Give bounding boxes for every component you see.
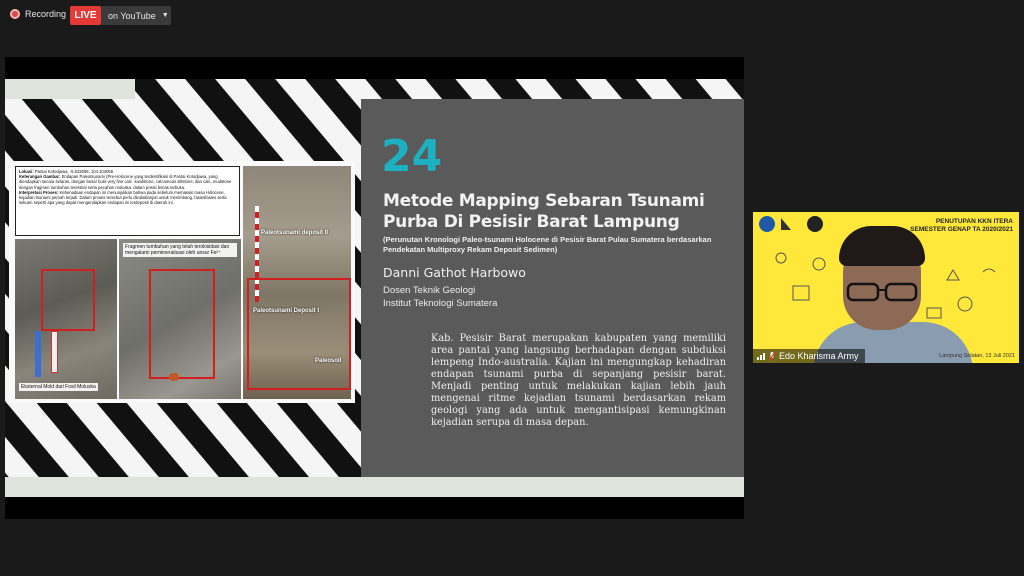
photo3-label-top: Paleotsunami deposit II bbox=[261, 230, 329, 236]
presentation-slide bbox=[5, 79, 744, 497]
participant-name: Edo Kharisma Army bbox=[779, 351, 859, 361]
fossil-mold-photo bbox=[15, 239, 117, 399]
highlight-box bbox=[149, 269, 215, 379]
slide-title: Metode Mapping Sebaran Tsunami Purba Di Pesisir Barat Lampung bbox=[383, 191, 705, 232]
pen-icon bbox=[35, 331, 41, 377]
muted-microphone-icon bbox=[769, 352, 775, 361]
caption-keterangan: Endapan Paleotsunami (Pre-Holocene yang terdentifikasi di Pantai Kotodjawa, yang diendapkan secara selaras, dengan besar butir very fine calc. sandstone, calcareous siltstone, dan calc. mudstone dengan fragmen tumbuhan terestrial serta pecahan moluska. dalam posisi lemas terbuka. bbox=[19, 174, 232, 190]
plant-fragment-photo bbox=[119, 239, 241, 399]
author-institution: Institut Teknologi Sumatera bbox=[383, 298, 498, 309]
figure-caption bbox=[15, 166, 240, 236]
oxidized-fragment bbox=[169, 373, 179, 381]
chevron-down-icon: ▼ bbox=[161, 12, 169, 19]
photo3-label-bottom: Paleosoil bbox=[315, 358, 342, 364]
participant-hair bbox=[839, 226, 925, 266]
photo1-label: Eksternal Mold dari Fosil Moluska bbox=[21, 384, 96, 390]
paleotsunami-outcrop-photo bbox=[243, 166, 351, 399]
participant-name-bar bbox=[753, 349, 865, 363]
caption-lokasi: Pantai Kotodjawa, -5.633056, 104.104055 bbox=[34, 169, 114, 174]
caption-interpretasi: Kebenadaan endapan ini menunjukkan bahwa pada sebelum memasuki masa Holocene, kejadian tsunami pernah terjadi. Dalam proses tersebut perlu diindaklanjuti untuk menimbang, fasiesfasies serta sekuen seperti apa yang dapat mengendapkan endapan ini terdeposit di daerah ini. bbox=[19, 189, 227, 206]
highlight-box bbox=[41, 269, 95, 331]
glasses-icon bbox=[846, 282, 918, 302]
caption-lokasi-label: Lokasi: bbox=[19, 169, 34, 174]
slide-description: Kab. Pesisir Barat merupakan kabupaten yang memiliki area pantai yang langsung berhadapan dengan subduksi lempeng Indo-australia. Kajian ini mengungkap kehadiran endapan tsunami purba di sepanjang pesisir barat. Menjadi penting untuk melakukan kajian lebih jauh mengenai ritme kejadian tsunami berdasarkan rekam geologi yang ada untuk mengantisipasi kemungkinan kejadian serupa di masa depan. bbox=[431, 333, 726, 428]
photo2-label: Fragmen tumbuhan yang telah terokisidasi dan mengalami permineralisasi oleh unsur Fe²⁺ bbox=[123, 243, 237, 257]
slide-subtitle: (Perunutan Kronologi Paleo-tsunami Holocene di Pesisir Barat Pulau Sumatera berdasarkan Pendekatan Multiproxy Rekam Deposit Sedimen) bbox=[383, 235, 712, 254]
slide-number: 24 bbox=[381, 131, 443, 182]
live-badge[interactable]: LIVE bbox=[70, 6, 101, 25]
signal-strength-icon bbox=[757, 353, 765, 360]
figure-panel bbox=[9, 161, 355, 403]
author-name: Danni Gathot Harbowo bbox=[383, 265, 526, 280]
scale-bar bbox=[51, 331, 58, 373]
caption-interpretasi-label: Interpretasi Proses: bbox=[19, 189, 59, 195]
author-affiliation bbox=[383, 284, 497, 310]
stream-platform-dropdown[interactable] bbox=[101, 6, 171, 25]
event-date: Lampung Selatan, 13 Juli 2021 bbox=[939, 353, 1015, 359]
record-icon bbox=[10, 9, 20, 19]
event-title: PENUTUPAN KKN ITERA bbox=[935, 218, 1013, 225]
event-subtitle: SEMESTER GENAP TA 2020/2021 bbox=[910, 226, 1013, 233]
platform-label: on YouTube bbox=[108, 10, 156, 21]
recording-label: Recording bbox=[25, 9, 67, 19]
participant-video-tile[interactable] bbox=[753, 212, 1019, 363]
caption-keterangan-label: Keterangan Gambar: bbox=[19, 174, 61, 180]
photo3-label-mid: Paleotsunami Deposit I bbox=[253, 308, 320, 314]
highlight-box bbox=[247, 278, 351, 390]
shared-screen bbox=[5, 57, 744, 519]
author-role: Dosen Teknik Geologi bbox=[383, 285, 476, 296]
event-banner bbox=[910, 218, 1013, 234]
recording-indicator[interactable] bbox=[10, 9, 66, 19]
